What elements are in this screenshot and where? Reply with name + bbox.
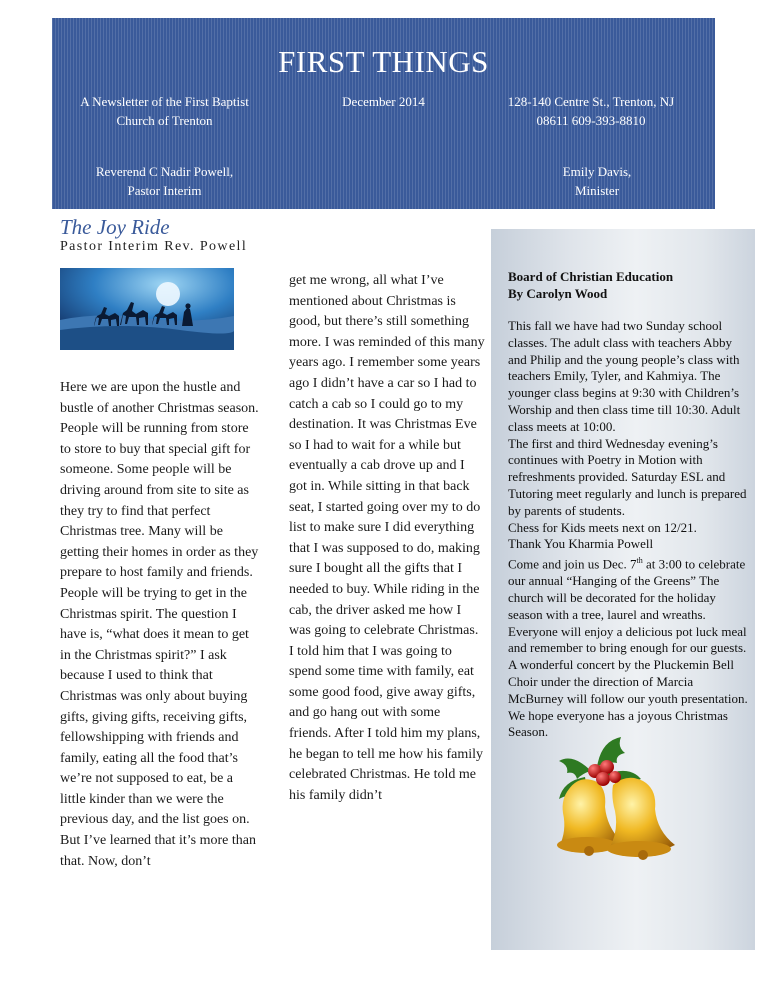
sidebar-paragraph-closing: We hope everyone has a joyous Christmas Season.: [508, 707, 728, 740]
minister-role: Minister: [574, 183, 620, 198]
sidebar-panel: [491, 229, 755, 950]
church-name-line2: Church of Trenton: [116, 113, 213, 128]
article-column-1: Here we are upon the hustle and bustle of another Christmas season. People will be running from store to store to buy that special gift for someone. Some people will be driving around from site to site as they try to find that perfect Christmas tree. Many will be getting their homes in order as they prepare to host family and friends. People will be trying to get in the Christmas spirit. The question I have is, “what does it mean to get in the Christmas spirit?” I ask because I used to think that Christmas was only about buying gifts, giving gifts, receiving gifts, fellowshipping with friends and family, eating all the food that’s we’re not supposed to eat, be a little kinder than we were the previous day, and the list goes on. But I’ve learned that it’s more than that. Now, don’t: [60, 380, 259, 869]
sidebar-heading: [508, 268, 748, 302]
newsletter-masthead: [52, 18, 715, 209]
newsletter-title: FIRST THINGS: [278, 44, 489, 79]
nativity-silhouette-image: [60, 268, 234, 350]
sidebar-paragraph-thanks: Thank You Kharmia Powell: [508, 536, 654, 552]
sidebar-paragraph-hanging-of-greens: [508, 553, 748, 708]
event-text-rest: at 3:00 to celebrate our annual “Hanging of the Greens” The church will be decorated for the holiday season with a tree, laurel and wreaths. Everyone will enjoy a delicious pot luck meal and remember to bring enough for our guests. A wonderful concert by the Pluckemin Bell Choir under the direction of Marcia McBurney will follow our youth presentation.: [508, 556, 748, 706]
church-name-line1: A Newsletter of the First Baptist: [80, 94, 249, 109]
minister-name: Emily Davis,: [562, 164, 632, 179]
christmas-bells-image: [525, 731, 689, 881]
sidebar-paragraph-chess: Chess for Kids meets next on 12/21.: [508, 519, 697, 535]
issue-date: December 2014: [342, 94, 425, 109]
pastor-credit: [62, 162, 267, 200]
sidebar-heading-title: Board of Christian Education: [508, 269, 674, 284]
church-name: [62, 92, 267, 130]
church-address: [477, 92, 705, 130]
address-line2: 08611 609-393-8810: [536, 113, 646, 128]
sidebar-paragraph-sunday-school: This fall we have had two Sunday school classes. The adult class with teachers Abby and Philip and the young people’s class with teachers Emily, Tyler, and Kahmiya. The younger class begins at 9:30 with Children’s Worship and then class time till 10:30. Adult class meets at 10:00.: [508, 318, 741, 434]
article-title: The Joy Ride: [60, 215, 170, 239]
sidebar-heading-author: By Carolyn Wood: [508, 286, 608, 301]
address-line1: 128-140 Centre St., Trenton, NJ: [507, 94, 675, 109]
article-byline: Pastor Interim Rev. Powell: [60, 239, 248, 254]
sidebar-paragraph-wednesday: The first and third Wednesday evening’s continues with Poetry in Motion with refreshments provided. Saturday ESL and Tutoring meet regularly and lunch is prepared by parents of students.: [508, 435, 747, 518]
pastor-name: Reverend C Nadir Powell,: [95, 164, 234, 179]
pastor-role: Pastor Interim: [127, 183, 202, 198]
ordinal-suffix: th: [636, 556, 643, 566]
article-column-2: get me wrong, all what I’ve mentioned about Christmas is good, but there’s still something more. I was reminded of this many years ago. I remember some years ago I didn’t have a car so I had to catch a cab so I could go to my destination. It was Christmas Eve so I had to wait for a while but eventually a cab drove up and I got in. While sitting in that back seat, I started going over my to do list to make sure I did everything that I was supposed to do, making sure I bought all the gifts that I needed to buy. While riding in the cab, the driver asked me how I was going to celebrate Christmas. I told him that I was going to spend some time with family, eat some good food, give away gifts, and go hang out with some friends. After I told him my plans, he began to tell me how his family celebrated Christmas. He told me his family didn’t: [289, 273, 485, 803]
minister-credit: [502, 162, 692, 200]
event-text-start: Come and join us Dec. 7: [508, 556, 637, 572]
sidebar-body: [508, 318, 748, 741]
